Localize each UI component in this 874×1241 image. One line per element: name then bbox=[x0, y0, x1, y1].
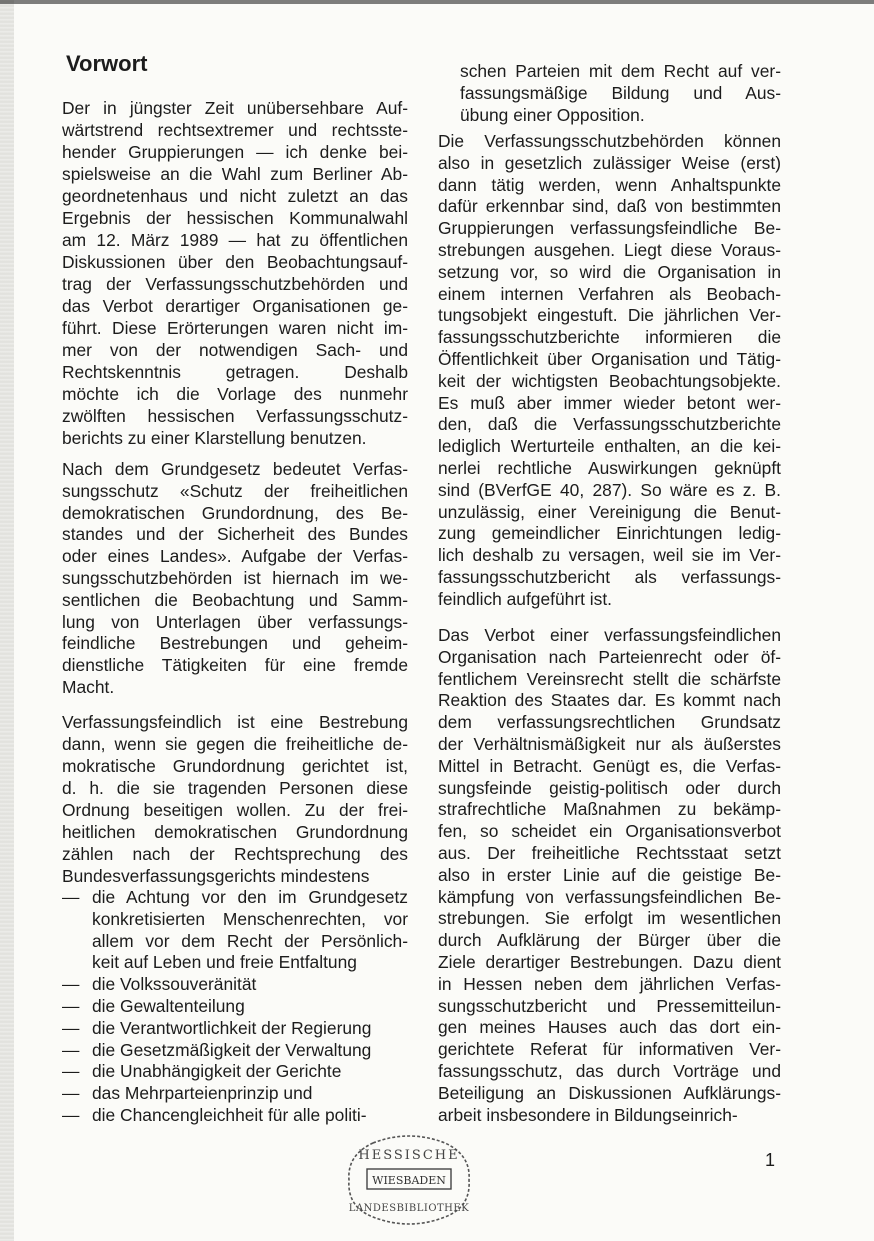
text-line: dann, wenn sie gegen die freiheitliche de- bbox=[62, 734, 408, 754]
dash-bullet: — bbox=[62, 1104, 80, 1125]
text-line: lich deshalb zu versagen, weil sie im Ver- bbox=[438, 545, 781, 566]
stamp-top-text: HESSISCHE bbox=[358, 1148, 460, 1163]
text-line: Öffentlichkeit über Organisation und Tätig- bbox=[438, 348, 781, 369]
text-line: keit der wichtigsten Beobachtungsobjekte. bbox=[438, 370, 781, 391]
text-line: sungsfeinde geistig-politisch oder durch bbox=[438, 777, 781, 798]
list-item-line: die Unabhängigkeit der Gerichte bbox=[92, 1061, 342, 1082]
text-line: zählen nach der Rechtsprechung des bbox=[62, 844, 408, 864]
page-number: 1 bbox=[765, 1150, 776, 1170]
list-item-line: die Achtung vor den im Grundgesetz bbox=[92, 887, 408, 907]
text-line: fassungsschutzberichte informieren die bbox=[438, 327, 781, 348]
list-item bbox=[62, 887, 408, 974]
right-paragraph-2 bbox=[438, 625, 781, 1126]
text-line: fen, so scheidet ein Organisationsverbot bbox=[438, 821, 781, 842]
text-line: Ordnung beseitigen wollen. Zu der frei- bbox=[62, 800, 408, 820]
text-line: fassungsschutz, das durch Vorträge und bbox=[438, 1060, 781, 1081]
text-line: berichts zu einer Klarstellung benutzen. bbox=[62, 428, 367, 448]
text-line: nerlei rechtliche Auswirkungen geknüpft bbox=[438, 457, 781, 478]
text-line: demokratischen Grundordnung, des Be- bbox=[62, 502, 408, 523]
dash-bullet: — bbox=[62, 1039, 80, 1060]
text-line: Rechtskenntnis getragen. Deshalb bbox=[62, 362, 408, 382]
text-line: dafür erkennbar sind, daß von bestimmten bbox=[438, 196, 781, 217]
text-line: in Hessen neben dem jährlichen Verfas- bbox=[438, 973, 781, 994]
scan-edge-top bbox=[0, 0, 874, 4]
text-line: unzulässig, einer Vereinigung die Benut- bbox=[438, 501, 781, 522]
text-line: Beteiligung an Diskussionen Aufklärungs- bbox=[438, 1082, 781, 1103]
left-paragraph-1 bbox=[62, 97, 408, 449]
text-line: strebungen ausgehen. Liegt diese Voraus- bbox=[438, 239, 781, 260]
text-line: zung gemeindlicher Einrichtungen ledig- bbox=[438, 523, 781, 544]
dash-bullet: — bbox=[62, 974, 80, 995]
text-line: also in gesetzlich zulässiger Weise (erst) bbox=[438, 152, 781, 173]
list-item-line: die Gesetzmäßigkeit der Verwaltung bbox=[92, 1039, 372, 1060]
text-line: Diskussionen über den Beobachtungsauf- bbox=[62, 252, 408, 272]
text-line: gen meines Hauses auch das dort ein- bbox=[438, 1017, 781, 1038]
text-line: dienstliche Tätigkeiten für eine fremde bbox=[62, 655, 408, 676]
principles-list bbox=[62, 887, 408, 1127]
text-line: arbeit insbesondere in Bildungseinrich- bbox=[438, 1104, 738, 1125]
text-line: einem internen Verfahren als Beobach- bbox=[438, 283, 781, 304]
text-line: führt. Diese Erörterungen waren nicht im- bbox=[62, 318, 408, 338]
text-line: dem verfassungsrechtlichen Grundsatz bbox=[438, 712, 781, 733]
text-line: Die Verfassungsschutzbehörden können bbox=[438, 131, 781, 151]
left-paragraph-3 bbox=[62, 711, 408, 887]
list-item bbox=[62, 974, 408, 996]
list-item-line: die Verantwortlichkeit der Regierung bbox=[92, 1017, 372, 1038]
list-item bbox=[62, 1040, 408, 1062]
list-item-line: keit auf Leben und freie Entfaltung bbox=[92, 952, 357, 973]
page-title: Vorwort bbox=[66, 51, 148, 76]
text-line: Bundesverfassungsgerichts mindestens bbox=[62, 866, 370, 886]
text-line: wärtstrend rechtsextremer und rechtsste- bbox=[62, 120, 408, 140]
text-line: fassungsmäßige Bildung und Aus- bbox=[460, 83, 781, 103]
dash-bullet: — bbox=[62, 1017, 80, 1038]
dash-bullet: — bbox=[62, 1083, 80, 1104]
text-line: strafrechtliche Maßnahmen zu bekämp- bbox=[438, 799, 781, 820]
list-item bbox=[62, 1018, 408, 1040]
text-line: sungsschutzbericht und Pressemitteilun- bbox=[438, 995, 781, 1016]
text-line: oder eines Landes». Aufgabe der Verfas- bbox=[62, 546, 408, 567]
text-line: standes und der Sicherheit des Bundes bbox=[62, 524, 408, 545]
text-line: mokratische Grundordnung gerichtet ist, bbox=[62, 756, 408, 776]
text-line: am 12. März 1989 — hat zu öffentlichen bbox=[62, 230, 408, 250]
text-line: Ergebnis der hessischen Kommunalwahl bbox=[62, 208, 408, 228]
stamp-bottom-text: LANDESBIBLIOTHEK bbox=[348, 1203, 470, 1214]
text-line: sungsschutzbehörden ist hiernach im we- bbox=[62, 567, 408, 588]
text-line: spielsweise an die Wahl zum Berliner Ab- bbox=[62, 164, 408, 184]
library-stamp bbox=[343, 1135, 475, 1225]
text-line: d. h. die sie tragenden Personen diese bbox=[62, 778, 408, 798]
list-item bbox=[62, 1083, 408, 1105]
text-line: strebungen. Sie erfolgt im wesentlichen bbox=[438, 908, 781, 929]
text-line: den, daß die Verfassungsschutzberichte bbox=[438, 414, 781, 435]
dash-bullet: — bbox=[62, 995, 80, 1016]
text-line: Gruppierungen verfassungsfeindliche Be- bbox=[438, 218, 781, 239]
text-line: Mittel in Betracht. Genügt es, die Verfas- bbox=[438, 755, 781, 776]
text-line: Das Verbot einer verfassungsfeindlichen bbox=[438, 625, 781, 645]
text-line: sungsschutz «Schutz der freiheitlichen bbox=[62, 480, 408, 501]
text-line: aus. Der freiheitliche Rechtsstaat setzt bbox=[438, 842, 781, 863]
text-line: schen Parteien mit dem Recht auf ver- bbox=[460, 61, 781, 81]
text-line: Der in jüngster Zeit unübersehbare Auf- bbox=[62, 98, 408, 118]
text-line: Verfassungsfeindlich ist eine Bestrebung bbox=[62, 712, 408, 732]
text-line: kämpfung von verfassungsfeindlichen Be- bbox=[438, 886, 781, 907]
text-line: sind (BVerfGE 40, 287). So wäre es z. B. bbox=[438, 479, 781, 500]
text-line: trag der Verfassungsschutzbehörden und bbox=[62, 274, 408, 294]
text-line: zwölften hessischen Verfassungsschutz- bbox=[62, 406, 408, 426]
text-line: durch Aufklärung der Bürger über die bbox=[438, 930, 781, 951]
text-line: dann tätig werden, wenn Anhaltspunkte bbox=[438, 174, 781, 195]
text-line: Es muß aber immer wieder betont wer- bbox=[438, 392, 781, 413]
right-paragraph-1 bbox=[438, 131, 781, 611]
stamp-center-text: WIESBADEN bbox=[372, 1174, 446, 1187]
text-line: lediglich Werturteile enthalten, an die kei- bbox=[438, 436, 781, 457]
text-line: Organisation nach Parteienrecht oder öf- bbox=[438, 646, 781, 667]
text-line: setzung vor, so wird die Organisation in bbox=[438, 261, 781, 282]
text-line: der Verhältnismäßigkeit nur als äußerstes bbox=[438, 733, 781, 754]
right-paragraph-continuation bbox=[460, 60, 781, 126]
list-item bbox=[62, 1105, 408, 1127]
text-line: heitlichen demokratischen Grundordnung bbox=[62, 822, 408, 842]
list-item bbox=[62, 1061, 408, 1083]
text-line: feindlich aufgeführt ist. bbox=[438, 588, 613, 609]
text-line: das Verbot derartiger Organisationen ge- bbox=[62, 296, 408, 316]
list-item-line: die Chancengleichheit für alle politi- bbox=[92, 1104, 367, 1125]
list-item-line: die Gewaltenteilung bbox=[92, 995, 245, 1016]
list-item-line: konkretisierten Menschenrechten, vor bbox=[92, 908, 408, 929]
text-line: lung von Unterlagen über verfassungs- bbox=[62, 611, 408, 632]
scan-edge-left bbox=[0, 0, 14, 1241]
text-line: hender Gruppierungen — ich denke bei- bbox=[62, 142, 408, 162]
text-line: übung einer Opposition. bbox=[460, 105, 645, 125]
text-line: sentlichen die Beobachtung und Samm- bbox=[62, 589, 408, 610]
text-line: Reaktion des Staates dar. Es kommt nach bbox=[438, 690, 781, 711]
text-line: Ziele derartiger Bestrebungen. Dazu dient bbox=[438, 951, 781, 972]
list-item bbox=[62, 996, 408, 1018]
text-line: tungsobjekt eingestuft. Die jährlichen Ver- bbox=[438, 305, 781, 326]
text-line: möchte ich die Vorlage des nunmehr bbox=[62, 384, 408, 404]
text-line: fassungsschutzbericht als verfassungs- bbox=[438, 566, 781, 587]
list-item-line: die Volkssouveränität bbox=[92, 974, 257, 995]
text-line: feindliche Bestrebungen und geheim- bbox=[62, 633, 408, 654]
text-line: Macht. bbox=[62, 676, 115, 697]
text-line: geordnetenhaus und nicht zuletzt an das bbox=[62, 186, 408, 206]
text-line: Nach dem Grundgesetz bedeutet Verfas- bbox=[62, 459, 408, 479]
left-paragraph-2 bbox=[62, 459, 408, 699]
text-line: fentlichem Vereinsrecht stellt die schärfste bbox=[438, 668, 781, 689]
dash-bullet: — bbox=[62, 887, 80, 907]
list-item-line: das Mehrparteienprinzip und bbox=[92, 1083, 313, 1104]
text-line: gerichtete Referat für informativen Ver- bbox=[438, 1039, 781, 1060]
list-item-line: allem vor dem Recht der Persönlich- bbox=[92, 930, 408, 951]
dash-bullet: — bbox=[62, 1061, 80, 1082]
text-line: also in erster Linie auf die geistige Be- bbox=[438, 864, 781, 885]
text-line: mer von der notwendigen Sach- und bbox=[62, 340, 408, 360]
